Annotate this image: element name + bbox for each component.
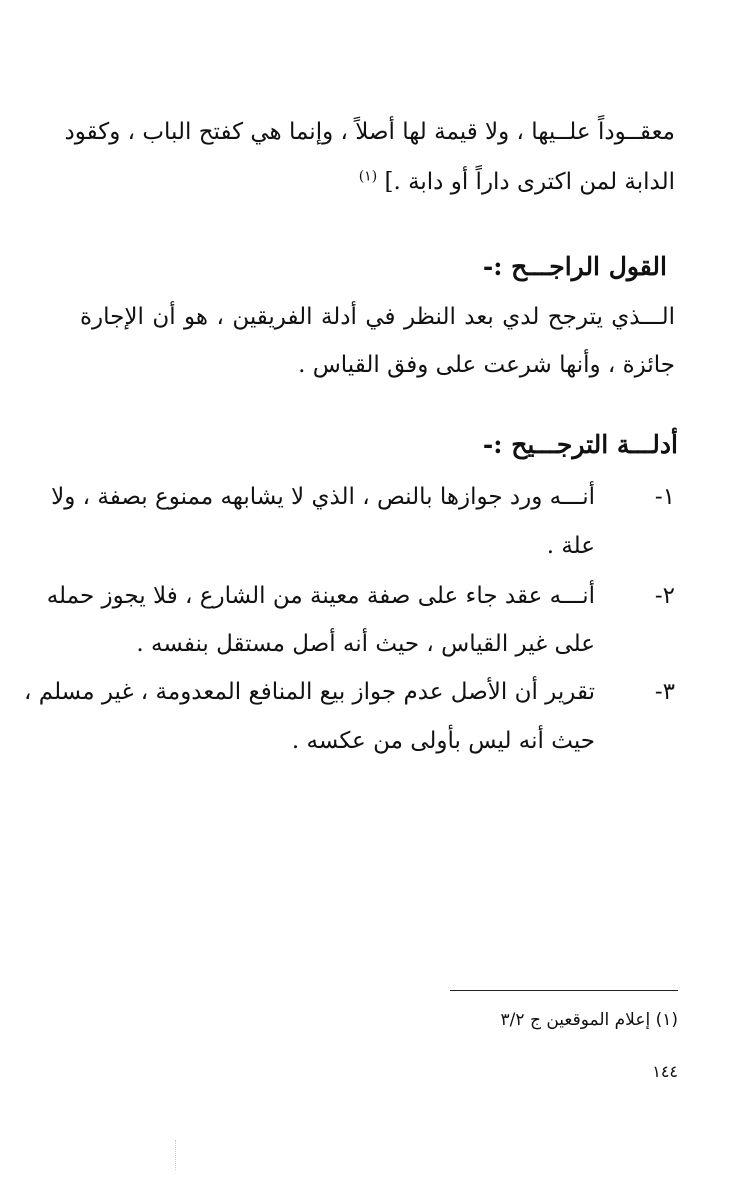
list-item-line1: أنـــه عقد جاء على صفة معينة من الشارع ، فلا يجوز حمله (46, 583, 595, 609)
list-item-line2: على غير القياس ، حيث أنه أصل مستقل بنفسه . (136, 631, 595, 657)
paragraph2-line2: جائزة ، وأنها شرعت على وفق القياس . (298, 352, 675, 378)
list-item-line1: أنـــه ورد جوازها بالنص ، الذي لا يشابهه ممنوع بصفة ، ولا (51, 484, 595, 510)
list-item-number: ٢- (654, 583, 675, 609)
paragraph1-line2 (359, 166, 675, 198)
list-item-number: ٣- (654, 679, 675, 705)
paragraph2-line1: الـــذي يترجح لدي بعد النظر في أدلة الفريقين ، هو أن الإجارة (80, 304, 675, 330)
list-item-line2: علة . (546, 533, 595, 559)
footnote-reference: (١) (358, 168, 378, 185)
footnote-text: (١) إعلام الموقعين ج ٣/٢ (500, 1010, 678, 1030)
paragraph1-line2-text: الدابة لمن اكترى داراً أو دابة .] (384, 169, 675, 195)
footnote-divider (450, 990, 678, 991)
scan-artifact (175, 1140, 178, 1170)
heading-evidence: أدلـــة الترجـــيح :- (482, 430, 678, 459)
heading-preferred-opinion: القول الراجـــح :- (482, 252, 667, 281)
list-item-line2: حيث أنه ليس بأولى من عكسه . (291, 728, 595, 754)
paragraph1-line1: معقــوداً علــيها ، ولا قيمة لها أصلاً ، وإنما هي كفتح الباب ، وكقود (64, 119, 675, 145)
list-item-line1: تقرير أن الأصل عدم جواز بيع المنافع المعدومة ، غير مسلم ، (24, 679, 595, 705)
page-number: ١٤٤ (652, 1062, 678, 1081)
list-item-number: ١- (654, 484, 675, 510)
